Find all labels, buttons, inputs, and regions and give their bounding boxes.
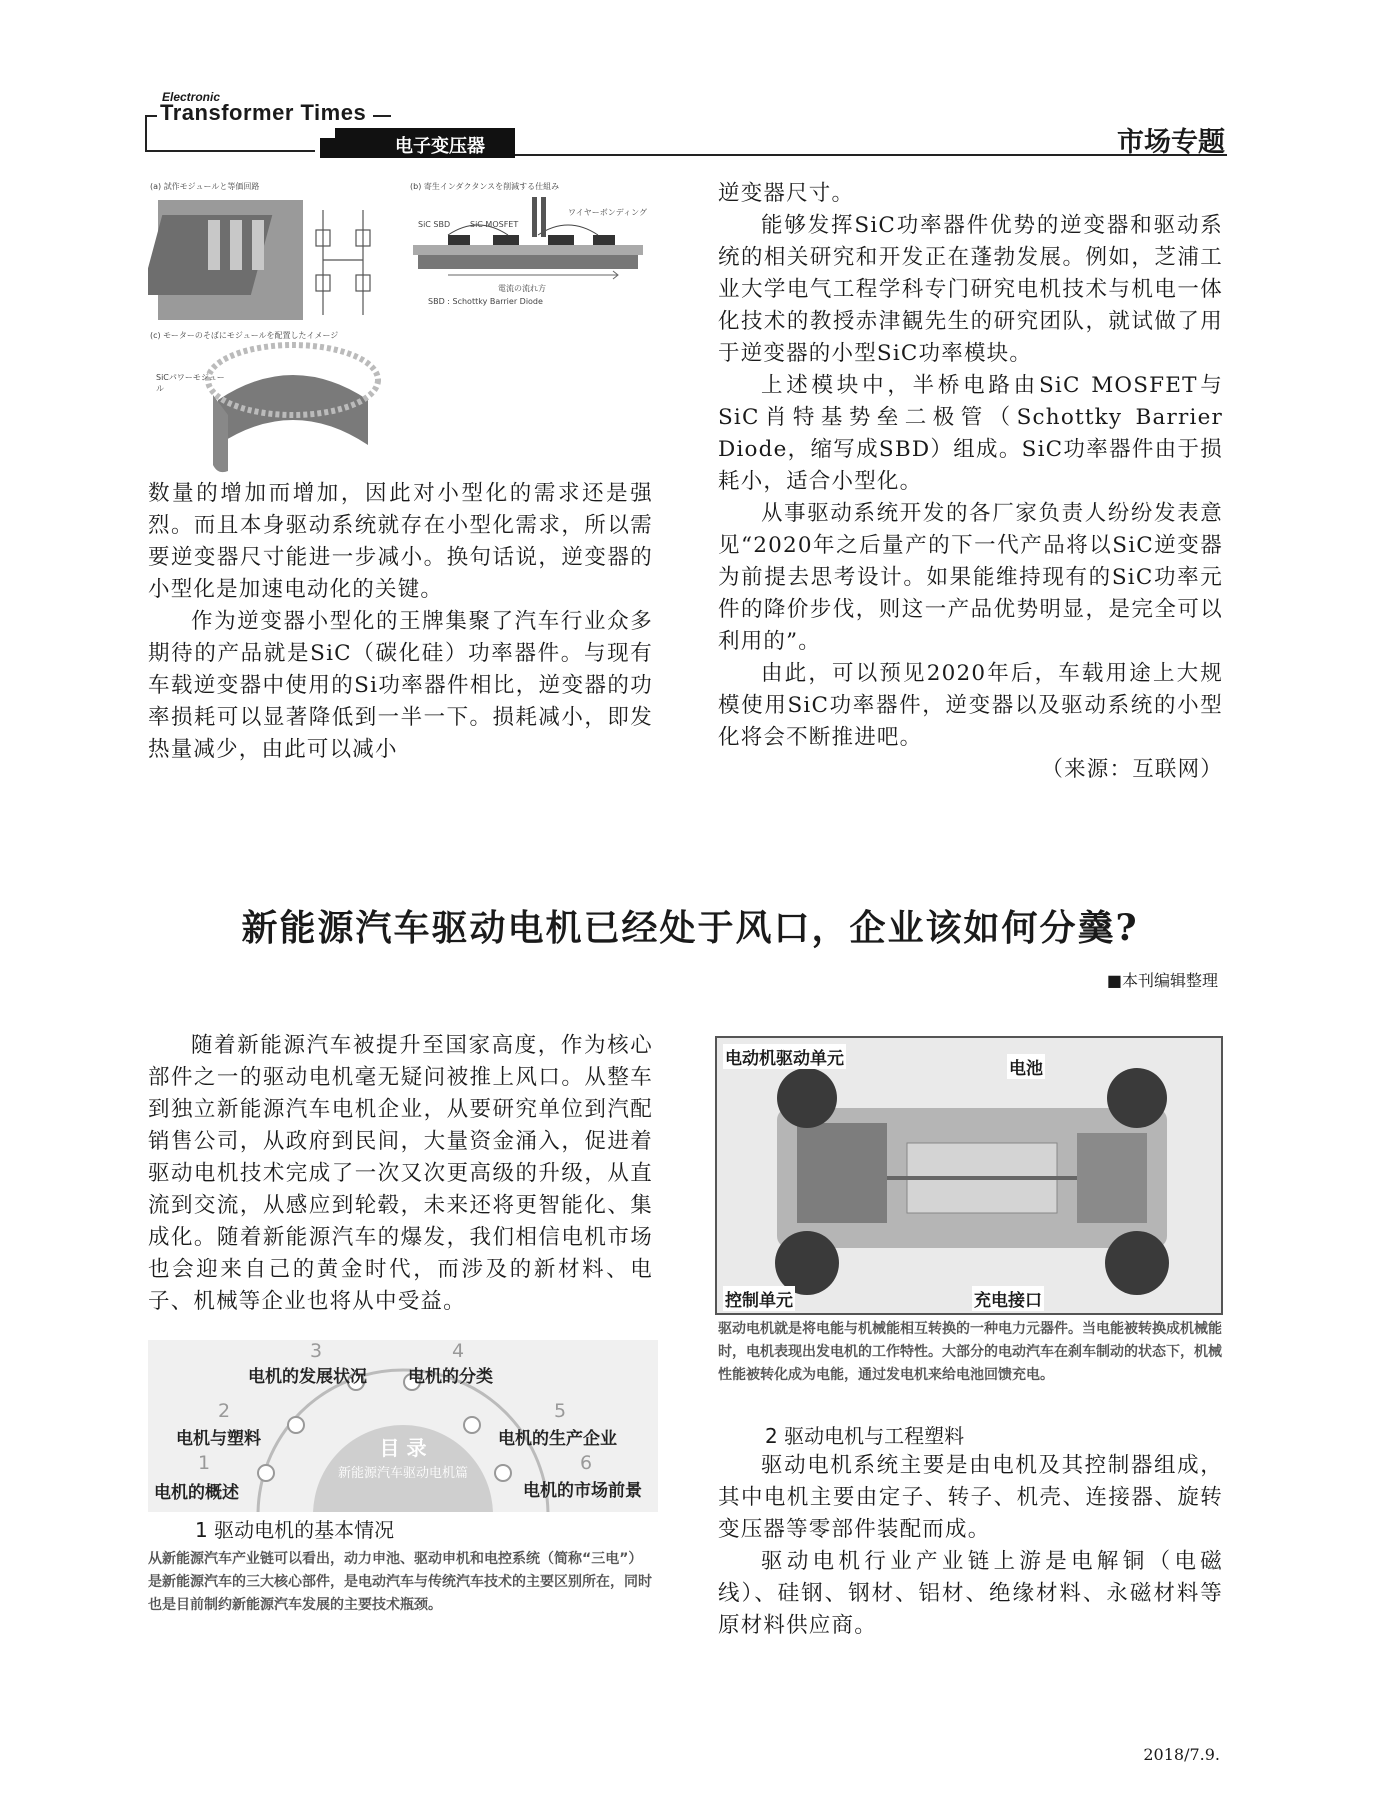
module-terminal (208, 220, 220, 270)
body-paragraph: 从事驱动系统开发的各厂家负责人纷纷发表意见“2020年之后量产的下一代产品将以SiC逆变器为前提去思考设计。如果能维持现有的SiC功率元件的降价步伐，则这一产品优势明显，是完全可以利用的”。 (718, 501, 1223, 654)
toc-item: 电机的市场前景 (523, 1481, 642, 1501)
body-paragraph: 驱动电机系统主要是由电机及其控制器组成，其中电机主要由定子、转子、机壳、连接器、旋转变压器等零部件装配而成。 (718, 1453, 1223, 1542)
figure-label-sbd: SiC SBD (418, 220, 451, 229)
ev-chassis-illustration (717, 1038, 1221, 1313)
toc-item: 电机的分类 (408, 1367, 493, 1387)
rear-axle (1077, 1133, 1147, 1223)
masthead-logo-small: Electronic (162, 90, 221, 104)
label-control-unit: 控制单元 (723, 1286, 795, 1311)
toc-number: 3 (310, 1340, 323, 1362)
toc-center-subtitle: 新能源汽车驱动电机篇 (337, 1466, 468, 1481)
toc-node (464, 1417, 480, 1433)
intro-paragraph: 随着新能源汽车被提升至国家高度，作为核心部件之一的驱动电机毫无疑问被推上风口。从整车到独立新能源汽车电机企业，从要研究单位到汽配销售公司，从政府到民间，大量资金涌入，促进着驱动电机技术完成了一次又次更高级的升级，从直流到交流，从感应到轮毂，未来还将更智能化、集成化。随着新能源汽车的爆发，我们相信电机市场也会迎来自己的黄金时代，而涉及的新材料、电子、机械等企业也将从中受益。 (148, 1033, 653, 1314)
body-paragraph: 能够发挥SiC功率器件优势的逆变器和驱动系统的相关研究和开发正在蓬勃发展。例如，芝浦工业大学电气工程学科专门研究电机技术与机电一体化技术的教授赤津観先生的研究团队，就试做了用于逆变器的小型SiC功率模块。 (718, 213, 1223, 366)
body-paragraph: 上述模块中，半桥电路由SiC MOSFET与SiC肖特基势垒二极管（Schottky Barrier Diode，缩写成SBD）组成。SiC功率器件由于损耗小，适合小型化。 (718, 373, 1223, 494)
toc-item: 电机的概述 (154, 1483, 239, 1503)
equivalent-circuit (316, 210, 370, 315)
body-paragraph: 数量的增加而增加，因此对小型化的需求还是强烈。而且本身驱动系统就存在小型化需求，所以需要逆变器尺寸能进一步减小。换句话说，逆变器的小型化是加速电动化的关键。 (148, 481, 653, 602)
figure-label-c: (c) モーターのそばにモジュールを配置したイメージ (150, 331, 339, 340)
toc-number: 4 (452, 1340, 465, 1362)
header-rule-vertical (145, 115, 147, 151)
section-2-body (718, 1450, 1223, 1642)
motor-ring-illustration (208, 345, 378, 472)
header-rule-dash (373, 115, 391, 117)
header-rule-left (145, 150, 315, 152)
toc-item: 电机与塑料 (176, 1429, 261, 1449)
section-1-text: 从新能源汽车产业链可以看出，动力申池、驱动申机和电控系统（简称“三电”）是新能源汽车的三大核心部件，是电动汽车与传统汽车技术的主要区别所在，同时也是目前制约新能源汽车发展的主要技术瓶颈。 (148, 1551, 652, 1613)
section-1-heading: 1 驱动电机的基本情况 (195, 1518, 395, 1542)
figure-caption: 驱动电机就是将电能与机械能相互转换的一种电力元器件。当电能被转换成机械能时，电机表现出发电机的工作特性。大部分的电动汽车在刹车制动的状态下，机械性能被转化成为电能，通过发电机来给电池回馈充电。 (718, 1321, 1222, 1383)
figure-label-sbd-note: SBD : Schottky Barrier Diode (428, 297, 543, 306)
body-paragraph: 驱动电机行业产业链上游是电解铜（电磁线）、硅钢、钢材、铝材、绝缘材料、永磁材料等原材料供应商。 (718, 1549, 1223, 1638)
toc-number: 6 (580, 1452, 593, 1474)
figure-label-a: (a) 試作モジュールと等価回路 (150, 182, 260, 191)
module-terminal (252, 220, 264, 270)
section-title: 市场专题 (1117, 127, 1225, 158)
toc-item: 电机的发展状况 (248, 1367, 367, 1387)
module-terminal (230, 220, 242, 270)
wheel (1105, 1231, 1169, 1295)
label-charge-port: 充电接口 (972, 1286, 1044, 1311)
sic-module-illustration (148, 175, 658, 475)
article-byline: ■本刊编辑整理 (1106, 971, 1218, 990)
figure-label-mosfet: SiC MOSFET (470, 220, 519, 229)
toc-number: 1 (198, 1452, 211, 1474)
masthead-logo: Transformer Times (160, 100, 367, 125)
magazine-name: 电子变压器 (395, 136, 485, 157)
wheel (1107, 1068, 1167, 1128)
section-2-heading: 2 驱动电机与工程塑料 (765, 1424, 965, 1448)
right-column-top (718, 178, 1223, 786)
toc-node (258, 1465, 274, 1481)
toc-number: 2 (218, 1400, 231, 1422)
ev-chassis-figure (715, 1036, 1223, 1315)
toc-node (288, 1417, 304, 1433)
toc-item: 电机的生产企业 (498, 1429, 617, 1449)
article-title: 新能源汽车驱动电机已经处于风口，企业该如何分羹? (241, 907, 1139, 949)
body-paragraph: 由此，可以预见2020年后，车载用途上大规模使用SiC功率器件，逆变器以及驱动系统的小型化将会不断推进吧。 (718, 661, 1223, 750)
drive-unit (797, 1123, 887, 1223)
left-column-top (148, 478, 653, 766)
toc-graphic (148, 1340, 658, 1512)
figure-label-wire: ワイヤーボンディング (568, 208, 647, 217)
figure-label-module: SiCパワーモジュール (156, 373, 225, 393)
body-paragraph: 作为逆变器小型化的王牌集聚了汽车行业众多期待的产品就是SiC（碳化硅）功率器件。与现有车载逆变器中使用的Si功率器件相比，逆变器的功率损耗可以显著降低到一半一下。损耗减小，即发热量减少，由此可以减小 (148, 609, 653, 762)
label-battery: 电池 (1007, 1054, 1045, 1079)
figure-label-b: (b) 寄生インダクタンスを削減する仕組み (410, 182, 560, 191)
label-drive-unit: 电动机驱动单元 (723, 1044, 846, 1069)
body-paragraph: 逆变器尺寸。 (718, 181, 855, 206)
source-note: （来源：互联网） (1041, 757, 1223, 782)
toc-number: 5 (554, 1400, 567, 1422)
page-footer: 2018/7.9. (1143, 1745, 1220, 1764)
figure-label-current: 電流の流れ方 (498, 284, 546, 293)
intro-block (148, 1030, 653, 1318)
wheel (777, 1068, 837, 1128)
toc-center-title: 目 录 (379, 1436, 427, 1460)
sic-module-figure (148, 175, 658, 475)
